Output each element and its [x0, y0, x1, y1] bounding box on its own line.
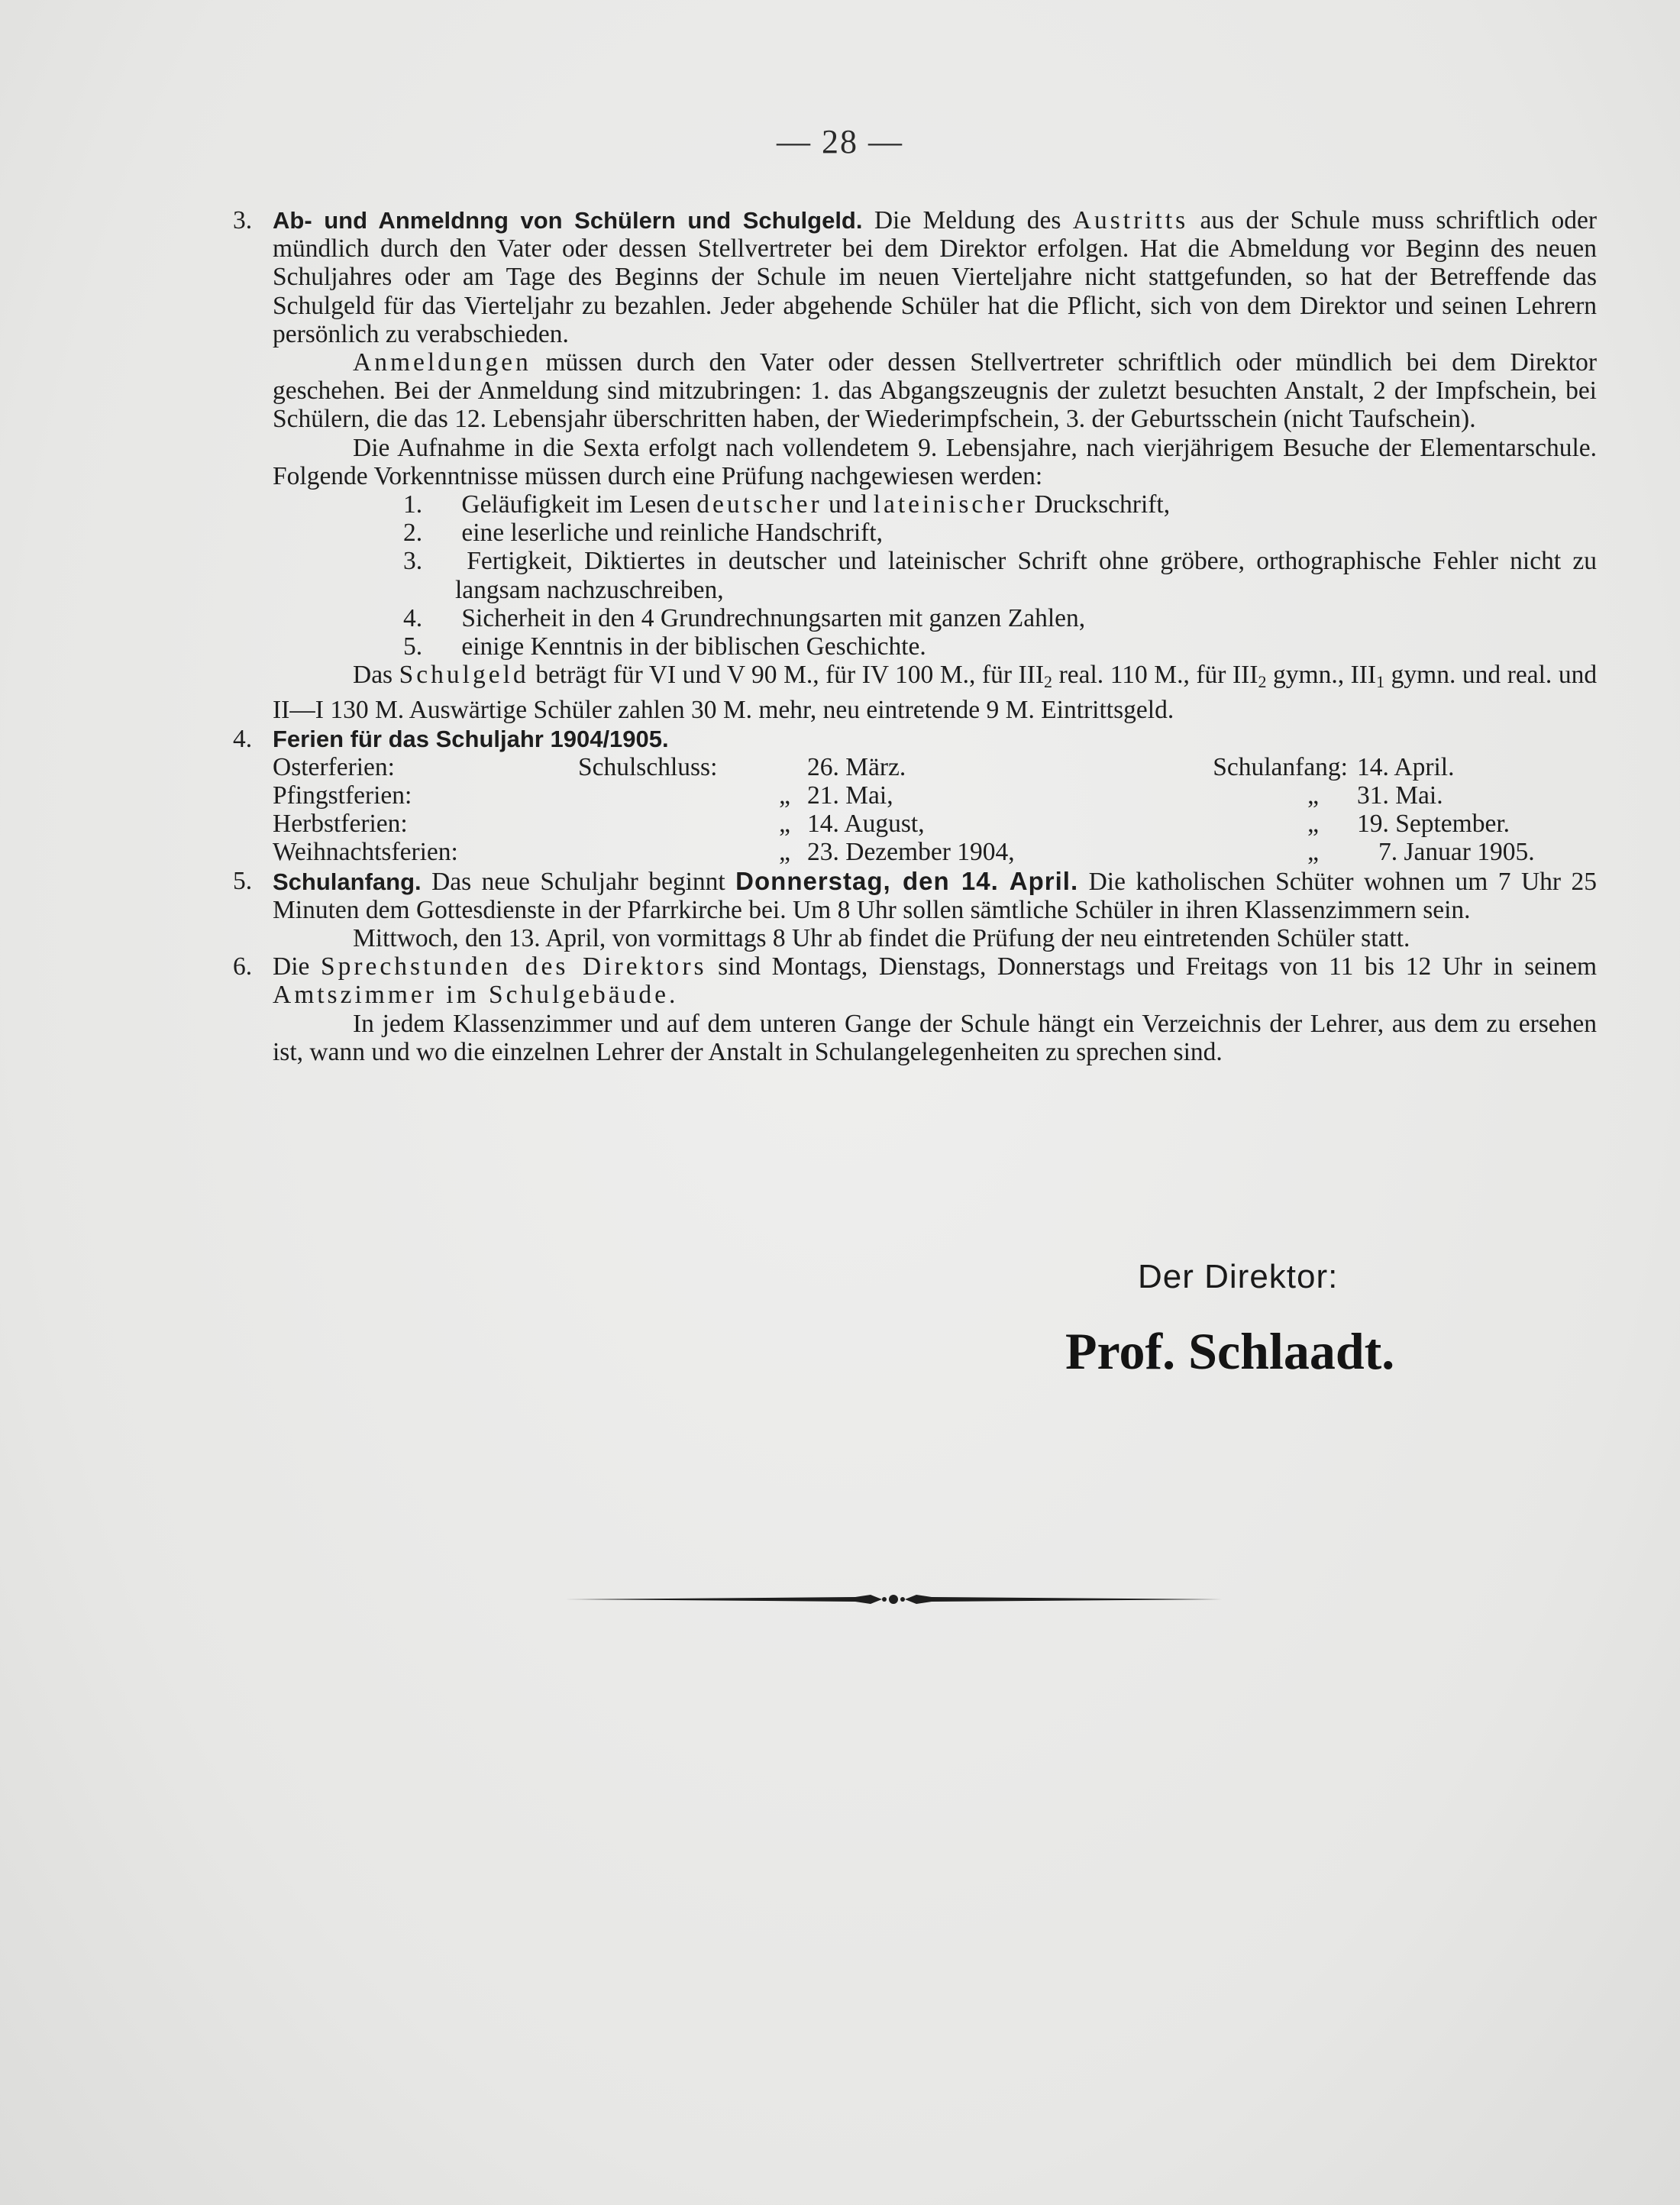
- paragraph: Die Sprechstunden des Direktors sind Montags, Dienstags, Donnerstags und Freitags von 11 bis 12 Uhr in seinem Amtszimmer im Schulgebäude.: [273, 952, 1598, 1010]
- table-cell: Weihnachtsferien:: [273, 838, 458, 867]
- table-cell: Schulanfang:: [1213, 752, 1348, 781]
- table-cell: 14. April.: [1357, 752, 1455, 781]
- table-cell: 31. Mai.: [1357, 781, 1443, 810]
- table-cell: 21. Mai,: [807, 781, 893, 810]
- list-item: 2. eine leserliche und reinliche Handschrift,: [403, 519, 883, 548]
- section-title-line: [273, 725, 1597, 753]
- table-cell: Osterferien:: [273, 752, 395, 781]
- table-cell: 19. September.: [1357, 810, 1510, 839]
- paragraph: In jedem Klassenzimmer und auf dem unteren Gange der Schule hängt ein Verzeichnis der Lehrer, aus dem zu ersehen ist, wann und wo die einzelnen Lehrer der Anstalt in Schulangelegenheiten zu sprechen sind.: [273, 1009, 1597, 1066]
- table-cell: „: [779, 781, 790, 810]
- section-5: [233, 867, 1597, 953]
- list-item: 5. einige Kenntnis in der biblischen Geschichte.: [403, 632, 926, 661]
- table-cell: 23. Dezember 1904,: [807, 838, 1015, 867]
- section-number: 5.: [233, 866, 253, 895]
- section-title: Schulanfang.: [273, 868, 422, 895]
- list-item: 4. Sicherheit in den 4 Grundrechnungsarten mit ganzen Zahlen,: [403, 603, 1086, 632]
- section-title: Ferien für das Schuljahr 1904/1905.: [273, 725, 669, 752]
- list-item: 1. Geläufigkeit im Lesen deutscher und lateinischer Druckschrift,: [403, 490, 1171, 519]
- ornamental-divider: [565, 1590, 1222, 1608]
- table-cell: 14. August,: [807, 810, 925, 839]
- paragraph: Ab- und Anmeldnng von Schülern und Schulgeld. Die Meldung des Austritts aus der Schule muss schriftlich oder mündlich durch den Vater oder dessen Stellvertreter bei dem Direktor erfolgen. Hat die Abmeldung vor Beginn des neuen Schuljahres oder am Tage des Beginns der Schule im neuen Vierteljahre nicht stattgefunden, so hat der Betreffende das Schulgeld für das Vierteljahr zu bezahlen. Jeder abgehende Schüler hat die Pflicht, sich von dem Direktor und seinen Lehrern persönlich zu verabschieden.: [273, 206, 1597, 348]
- requirements-list: [273, 490, 1597, 661]
- table-cell: „: [1307, 781, 1319, 810]
- table-cell: „: [779, 810, 790, 839]
- table-cell: „: [779, 838, 790, 867]
- section-6: [233, 952, 1597, 1066]
- section-4: [233, 725, 1597, 867]
- section-number: 3.: [233, 206, 253, 234]
- list-item: 3. Fertigkeit, Diktiertes in deutscher und lateinischer Schrift ohne gröbere, orthographische Fehler nicht zu langsam nachzuschreiben,: [403, 547, 1597, 604]
- signature-name: Prof. Schlaadt.: [1065, 1322, 1395, 1380]
- table-cell: 26. März.: [807, 752, 906, 781]
- section-number: 6.: [233, 952, 253, 981]
- table-cell: Herbstferien:: [273, 810, 408, 839]
- section-3: [233, 206, 1597, 725]
- page-number: — 28 —: [777, 123, 903, 160]
- signature-title: Der Direktor:: [1138, 1258, 1339, 1295]
- section-number: 4.: [233, 724, 253, 753]
- paragraph: Die Aufnahme in die Sexta erfolgt nach vollendetem 9. Lebensjahre, nach vierjährigem Besuche der Elementarschule. Folgende Vorkenntnisse müssen durch eine Prüfung nachgewiesen werden:: [273, 433, 1597, 490]
- section-title: Ab- und Anmeldnng von Schülern und Schulgeld.: [273, 207, 863, 234]
- holiday-table: [273, 753, 1597, 867]
- table-cell: „: [1307, 838, 1319, 867]
- table-cell: 7. Januar 1905.: [1378, 838, 1535, 867]
- paragraph-schulgeld: Das Schulgeld beträgt für VI und V 90 M., für IV 100 M., für $III_2$ real. 110 M., für $III_2$ gymn., $III_1$ gymn. und real. und II—I 130 M. Auswärtige Schüler zahlen 30 M. mehr, neu eintretende 9 M. Eintrittsgeld.: [273, 661, 1598, 725]
- table-cell: „: [1307, 810, 1319, 839]
- paragraph: Schulanfang. Das neue Schuljahr beginnt Donnerstag, den 14. April. Die katholischen Schüter wohnen um 7 Uhr 25 Minuten dem Gottesdienste in der Pfarrkirche bei. Um 8 Uhr sollen sämtliche Schüler in ihren Klassenzimmern sein.: [273, 866, 1598, 924]
- table-cell: Pfingstferien:: [273, 781, 412, 810]
- paragraph: Mittwoch, den 13. April, von vormittags 8 Uhr ab findet die Prüfung der neu eintretenden Schüler statt.: [353, 924, 1410, 953]
- paragraph: Anmeldungen müssen durch den Vater oder dessen Stellvertreter schriftlich oder mündlich bei dem Direktor geschehen. Bei der Anmeldung sind mitzubringen: 1. das Abgangszeugnis der zuletzt besuchten Anstalt, 2 der Impfschein, bei Schülern, die das 12. Lebensjahr überschritten haben, der Wiederimpfschein, 3. der Geburtsschein (nicht Taufschein).: [273, 348, 1597, 434]
- table-cell: Schulschluss:: [578, 752, 718, 781]
- page-body: [233, 206, 1597, 1066]
